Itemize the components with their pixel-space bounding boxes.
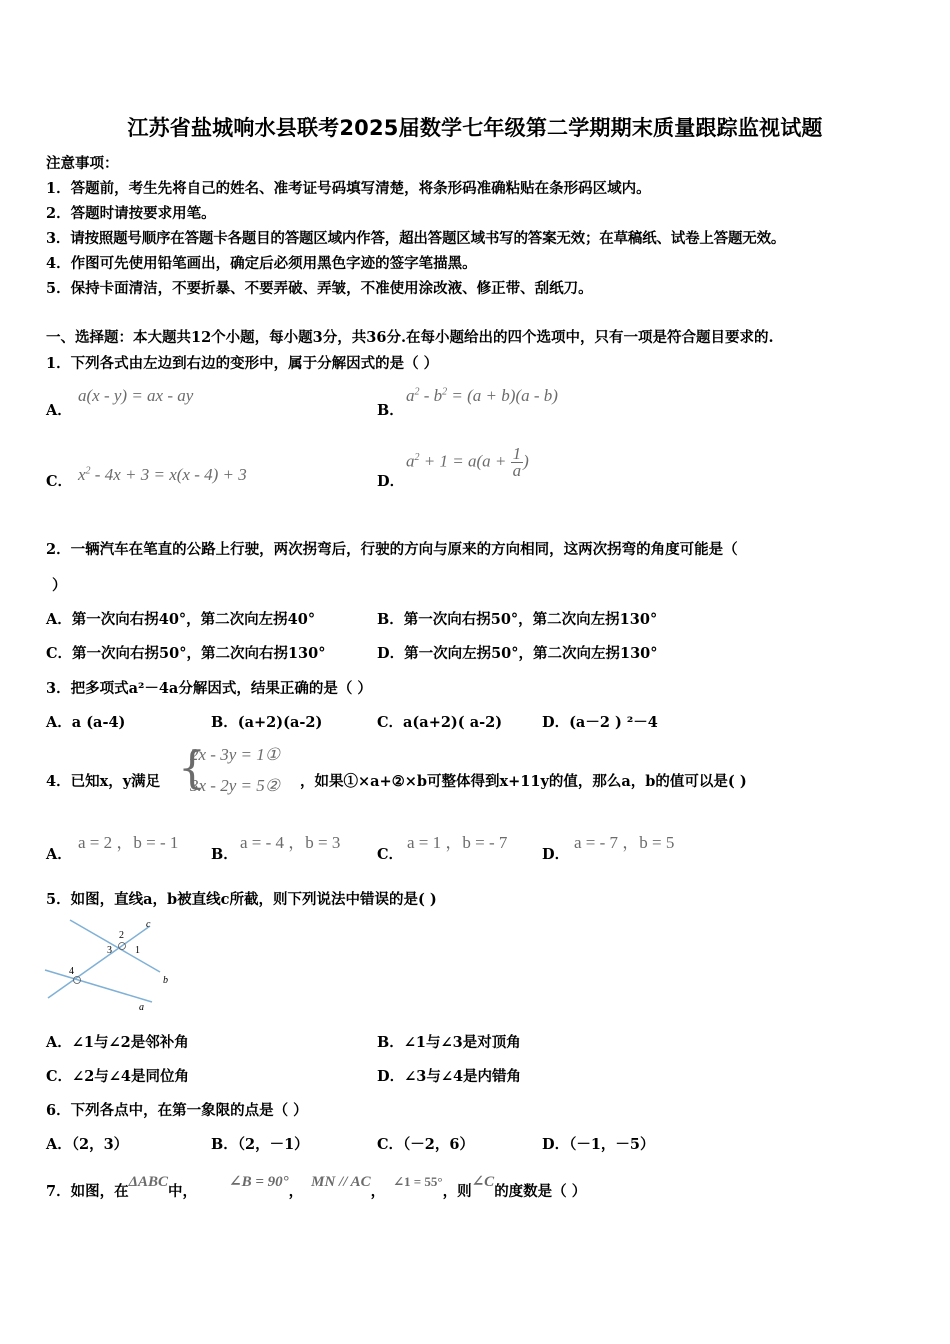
angle-4-label: 4 — [69, 966, 74, 977]
equation-brace: { — [178, 743, 206, 794]
question-6-stem: 6．下列各点中，在第一象限的点是（ ） — [46, 1102, 308, 1119]
angle-2-label: 2 — [119, 930, 124, 941]
angle-1-label: 1 — [135, 945, 140, 956]
q2-option-c: C．第一次向右拐50°，第二次向右拐130° — [46, 645, 326, 662]
question-4-stem: 4．已知x，y满足 — [46, 773, 161, 790]
notice-item: 4．作图可先使用铅笔画出，确定后必须用黑色字迹的签字笔描黑。 — [46, 255, 477, 272]
q4-option-b-label: B． — [211, 846, 238, 863]
q3-option-d: D．(a－2 ) ²－4 — [542, 714, 658, 731]
q3-option-a: A．a (a-4) — [46, 714, 126, 731]
equation-1: 2x - 3y = 1① — [190, 745, 280, 764]
section-heading: 一、选择题：本大题共12个小题，每小题3分，共36分.在每小题给出的四个选项中，只有一项是符合题目要求的. — [46, 329, 774, 346]
q1-option-c-label: C． — [46, 473, 73, 490]
q3-option-b: B．(a+2)(a-2) — [211, 714, 323, 731]
page-title: 江苏省盐城响水县联考2025届数学七年级第二学期期末质量跟踪监视试题 — [127, 116, 823, 140]
question-2-stem: 2．一辆汽车在笔直的公路上行驶，两次拐弯后，行驶的方向与原来的方向相同，这两次拐弯的角度可能是（ — [46, 541, 738, 558]
q5-option-b: B．∠1与∠3是对顶角 — [377, 1034, 521, 1051]
question-7-stem: 7．如图，在ΔABC中，∠B = 90°，MN // AC，∠1 = 55°，则∠C的度数是（ ） — [46, 1174, 587, 1200]
question-3-stem: 3．把多项式a²－4a分解因式，结果正确的是（ ） — [46, 680, 372, 697]
q5-option-c: C．∠2与∠4是同位角 — [46, 1068, 190, 1085]
q5-figure — [40, 912, 180, 1016]
q5-option-d: D．∠3与∠4是内错角 — [377, 1068, 522, 1085]
q4-option-a-formula: a = 2 ，b = - 1 — [78, 833, 179, 852]
q4-option-d-label: D． — [542, 846, 570, 863]
q5-option-a: A．∠1与∠2是邻补角 — [46, 1034, 189, 1051]
q4-option-b-formula: a = - 4 ，b = 3 — [240, 833, 341, 852]
q6-option-d: D．（－1，－5） — [542, 1136, 655, 1153]
q2-option-a: A．第一次向右拐40°，第二次向左拐40° — [46, 611, 316, 628]
label-b: b — [163, 975, 168, 986]
notice-item: 2．答题时请按要求用笔。 — [46, 205, 216, 222]
label-c: c — [146, 919, 151, 930]
notice-heading: 注意事项： — [46, 155, 119, 172]
q1-option-d-formula: $a^2 + 1 = a(a$ + $\frac{1}{a}$ ) — [406, 444, 529, 480]
label-a: a — [139, 1002, 144, 1013]
question-1-stem: 1．下列各式由左边到右边的变形中，属于分解因式的是（ ） — [46, 355, 439, 372]
notice-item: 5．保持卡面清洁，不要折暴、不要弄破、弄皱，不准使用涂改液、修正带、刮纸刀。 — [46, 280, 593, 297]
notice-item: 1．答题前，考生先将自己的姓名、准考证号码填写清楚，将条形码准确粘贴在条形码区域内。 — [46, 180, 651, 197]
q4-option-c-formula: a = 1 ，b = - 7 — [407, 833, 508, 852]
q1-option-a-formula: a(x - y) = ax - ay — [78, 386, 194, 405]
question-4-stem-continued: ，如果①×a+②×b可整体得到x+11y的值，那么a，b的值可以是( ) — [300, 773, 747, 790]
q3-option-c: C．a(a+2)( a-2) — [377, 714, 503, 731]
q2-option-b: B．第一次向右拐50°，第二次向左拐130° — [377, 611, 658, 628]
notice-item: 3．请按照题号顺序在答题卡各题目的答题区域内作答，超出答题区域书写的答案无效；在草稿纸、试卷上答题无效。 — [46, 230, 786, 247]
q4-option-d-formula: a = - 7 ，b = 5 — [574, 833, 675, 852]
q1-option-c-formula: $x^2 - 4x + 3 = x(x - 4) + 3$ — [78, 465, 247, 484]
q2-option-d: D．第一次向左拐50°，第二次向左拐130° — [377, 645, 658, 662]
q1-option-b-formula: $a^2 - b^2 = (a + b)(a - b)$ — [406, 386, 558, 405]
angle-3-label: 3 — [107, 945, 112, 956]
q6-option-a: A．（2，3） — [46, 1136, 129, 1153]
equation-2: 3x - 2y = 5② — [190, 776, 280, 795]
q1-option-d-label: D． — [377, 473, 405, 490]
q6-option-c: C．（－2，6） — [377, 1136, 474, 1153]
q1-option-b-label: B． — [377, 402, 404, 419]
q1-option-a-label: A． — [46, 402, 72, 419]
question-5-stem: 5．如图，直线a，b被直线c所截，则下列说法中错误的是( ) — [46, 891, 437, 908]
q4-option-a-label: A． — [46, 846, 72, 863]
q6-option-b: B．（2，－1） — [211, 1136, 309, 1153]
q4-option-c-label: C． — [377, 846, 404, 863]
question-2-stem-end: ） — [52, 577, 67, 594]
line-a — [45, 970, 152, 1002]
